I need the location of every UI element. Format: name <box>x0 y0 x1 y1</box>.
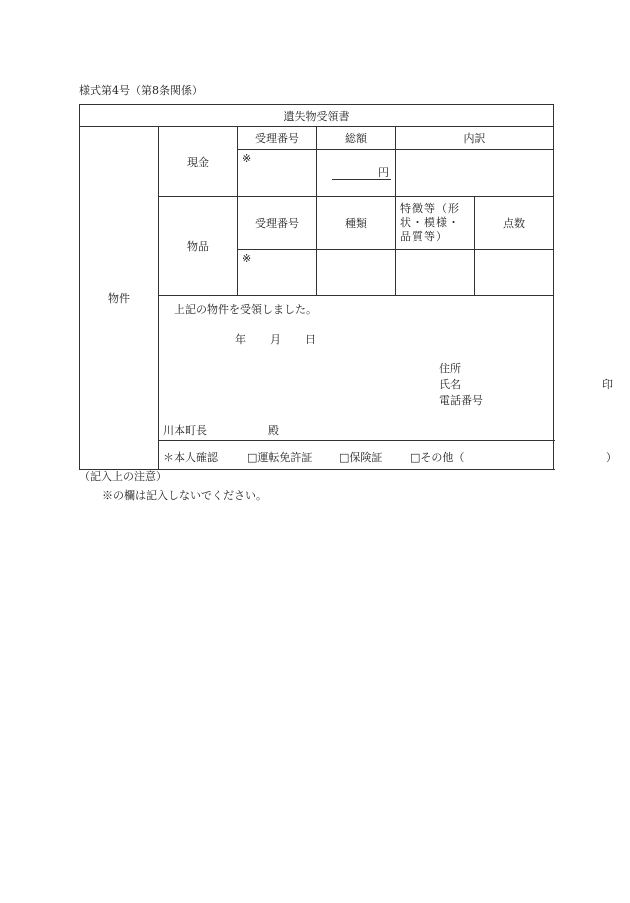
goods-receipt-number-header: 受理番号 <box>238 197 317 250</box>
receipt-statement-section <box>159 296 613 441</box>
notes-title: （記入上の注意） <box>79 470 167 483</box>
cash-total-header: 総額 <box>317 127 396 150</box>
identity-confirmation-label: ＊本人確認 <box>163 451 218 464</box>
goods-features-field[interactable] <box>396 250 475 296</box>
seal-mark: 印 <box>602 378 613 391</box>
goods-type-header: 種類 <box>317 197 396 250</box>
date-day: 日 <box>305 333 316 346</box>
honorific: 殿 <box>268 424 279 437</box>
office-use-mark: ※ <box>242 252 252 265</box>
cash-receipt-number-header: 受理番号 <box>238 127 317 150</box>
close-paren: ） <box>606 451 617 464</box>
phone-label: 電話番号 <box>439 394 483 407</box>
cash-label: 現金 <box>159 127 238 197</box>
date-month: 月 <box>270 333 281 346</box>
name-label: 氏名 <box>439 378 461 391</box>
addressee: 川本町長 <box>163 424 207 437</box>
goods-label: 物品 <box>159 197 238 296</box>
statement-text: 上記の物件を受領しました。 <box>174 303 317 316</box>
cash-total-field[interactable] <box>317 150 396 197</box>
notes-text: ※の欄は記入しないでください。 <box>102 489 267 502</box>
insurance-card-checkbox[interactable]: □保険証 <box>339 451 383 464</box>
goods-type-field[interactable] <box>317 250 396 296</box>
goods-count-field[interactable] <box>475 250 554 296</box>
receipt-form-table <box>79 104 617 470</box>
office-use-mark: ※ <box>242 152 252 165</box>
date-year: 年 <box>235 333 246 346</box>
cash-receipt-number-field[interactable] <box>238 150 317 197</box>
cash-breakdown-header: 内訳 <box>396 127 554 150</box>
goods-count-header: 点数 <box>475 197 554 250</box>
form-title: 遺失物受領書 <box>80 105 554 127</box>
form-number: 様式第4号（第8条関係） <box>79 84 203 97</box>
item-label: 物件 <box>80 127 159 470</box>
drivers-license-checkbox[interactable]: □運転免許証 <box>247 451 313 464</box>
goods-receipt-number-field[interactable] <box>238 250 317 296</box>
goods-features-header: 特徴等（形状・模様・品質等） <box>396 197 475 250</box>
cash-breakdown-field[interactable] <box>396 150 554 197</box>
other-id-checkbox[interactable]: □その他（ <box>410 451 465 464</box>
identity-confirmation-row <box>159 441 617 470</box>
address-label: 住所 <box>439 362 461 375</box>
yen-unit: 円 <box>332 167 391 180</box>
